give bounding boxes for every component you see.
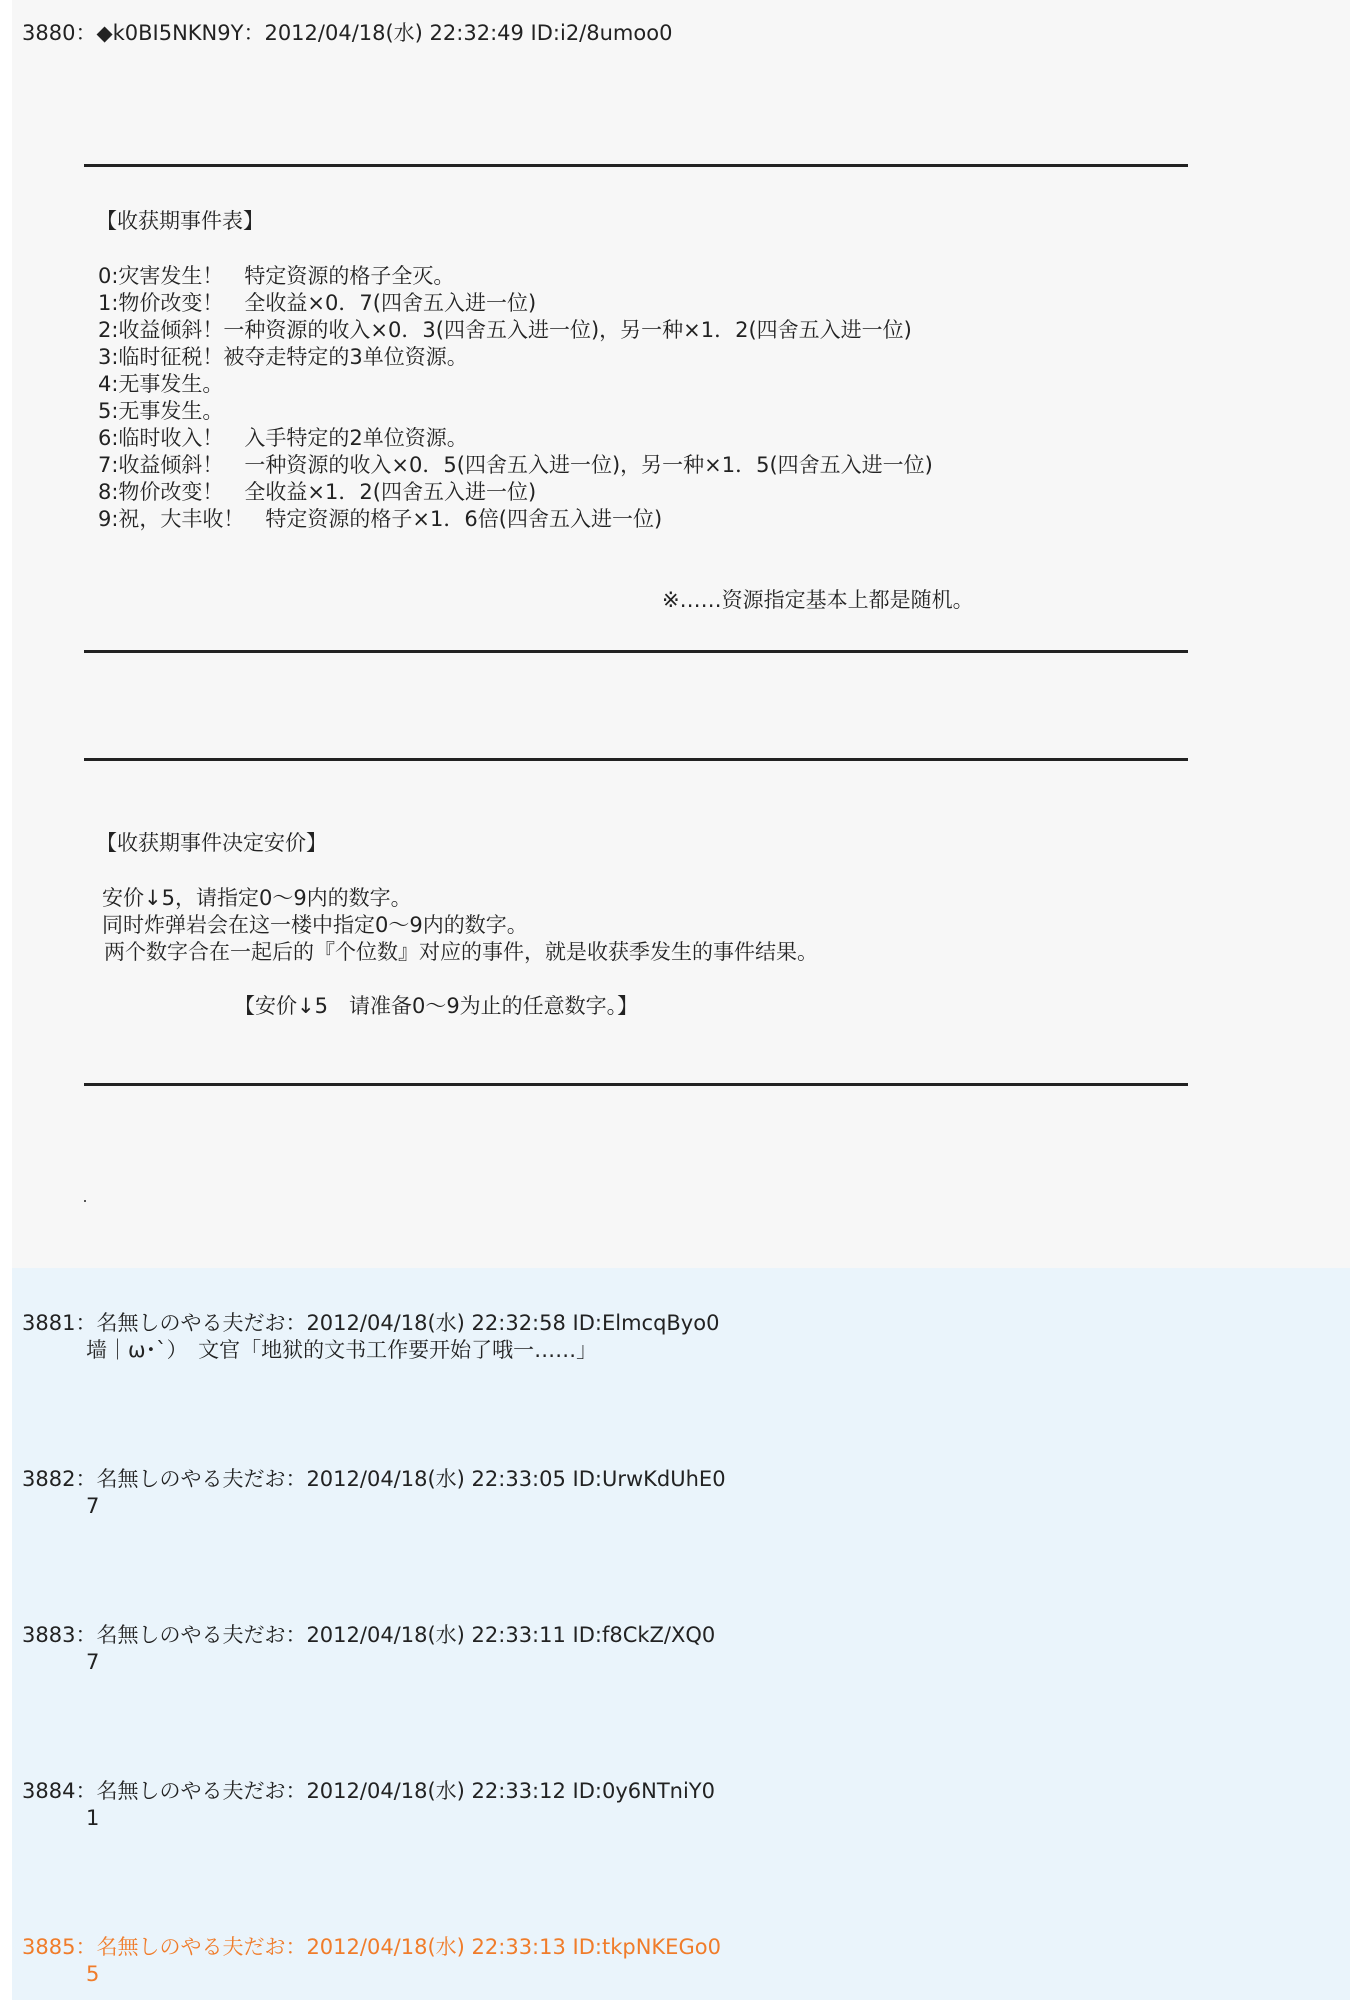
event-row-1: 1:物价改变！ 全收益×0．7(四舍五入进一位) [98,291,537,315]
anka-box-title: 【收获期事件决定安价】 [96,831,327,855]
reply-header: 3884：名無しのやる夫だお：2012/04/18(水) 22:33:12 ID:0y6NTniY0 [22,1779,715,1803]
anka-callout: 【安价↓5 请准备0～9为止的任意数字。】 [234,994,639,1018]
divider [84,1083,1188,1086]
reply-body: 墙｜ω･`） 文官「地狱的文书工作要开始了哦一……」 [86,1338,598,1362]
resource-note: ※……资源指定基本上都是随机。 [662,588,974,612]
reply-body: 1 [86,1806,100,1830]
event-row-4: 4:无事发生。 [98,372,224,396]
anka-line-2: 同时炸弹岩会在这一楼中指定0～9内的数字。 [102,913,528,937]
divider [84,758,1188,761]
reply-header: 3882：名無しのやる夫だお：2012/04/18(水) 22:33:05 ID:UrwKdUhE0 [22,1467,726,1491]
event-row-0: 0:灾害发生！ 特定资源的格子全灭。 [98,264,455,288]
event-table-title: 【收获期事件表】 [96,209,264,233]
event-row-5: 5:无事发生。 [98,399,224,423]
anka-line-1: 安价↓5，请指定0～9内的数字。 [102,886,412,910]
reply-header: 3881：名無しのやる夫だお：2012/04/18(水) 22:32:58 ID:ElmcqByo0 [22,1311,720,1335]
reply-body: 7 [86,1650,100,1674]
event-row-6: 6:临时收入！ 入手特定的2单位资源。 [98,426,468,450]
event-row-7: 7:收益倾斜！ 一种资源的收入×0．5(四舍五入进一位)，另一种×1．5(四舍五入进一位) [98,453,933,477]
reply-header: 3883：名無しのやる夫だお：2012/04/18(水) 22:33:11 ID:f8CkZ/XQ0 [22,1623,716,1647]
reply-body: 7 [86,1494,100,1518]
event-row-2: 2:收益倾斜！一种资源的收入×0．3(四舍五入进一位)，另一种×1．2(四舍五入进一位) [98,318,912,342]
event-row-3: 3:临时征税！被夺走特定的3单位资源。 [98,345,468,369]
reply-body: 5 [86,1962,100,1986]
op-post [12,0,1350,1268]
op-post-header: 3880：◆k0BI5NKN9Y：2012/04/18(水) 22:32:49 ID:i2/8umoo0 [22,21,673,45]
stray-dot [84,1200,86,1202]
anka-line-3: 两个数字合在一起后的『个位数』对应的事件，就是收获季发生的事件结果。 [104,940,818,964]
divider [84,650,1188,653]
reply-header: 3885：名無しのやる夫だお：2012/04/18(水) 22:33:13 ID:tkpNKEGo0 [22,1935,721,1959]
divider [84,164,1188,167]
event-row-8: 8:物价改变！ 全收益×1．2(四舍五入进一位) [98,480,537,504]
event-row-9: 9:祝，大丰收！ 特定资源的格子×1．6倍(四舍五入进一位) [98,507,663,531]
replies-section [12,1268,1350,2000]
